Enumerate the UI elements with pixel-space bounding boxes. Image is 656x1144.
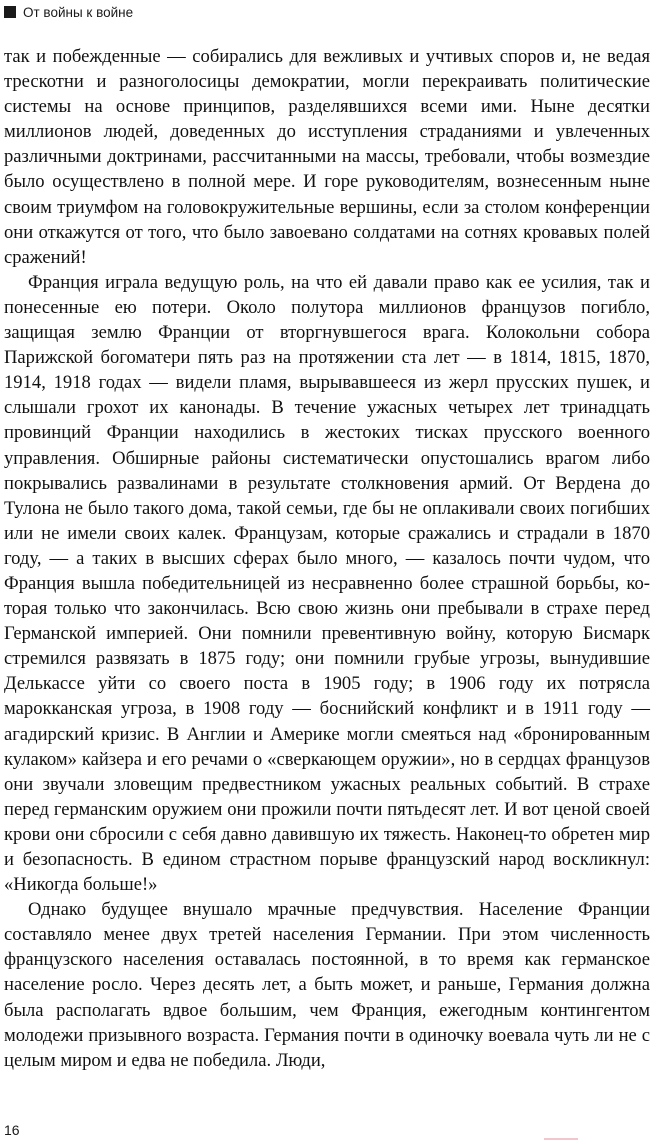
running-head-title: От войны к войне xyxy=(23,4,134,20)
paragraph-3: Однако будущее внушало мрачные предчувствия. Население Франции составляло менее двух третей населения Германии. При этом численность французского населения оставалась постоянной, в то время как германское население росло. Через десять лет, а быть может, и раньше, Германия должна была располагать вдвое большим, чем Франция, ежегодным контингентом молодежи призывного возраста. Германия почти в одиночку воевала чуть ли не с целым миром и едва не победила. Люди, xyxy=(4,899,650,1071)
paragraph-2: Франция играла ведущую роль, на что ей давали право как ее усилия, так и понесенные ею потери. Около полутора миллионов французов погибло, защищая землю Франции от вторгнувшегося врага. Колокольни собора Парижской богоматери пять раз на протяжении ста лет — в 1814, 1815, 1870, 1914, 1918 годах — видели пламя, вырывавшееся из жерл прусских пушек, и слышали грохот их канонады. В течение ужасных четырех лет тринадцать провинций Франции находились в жестоких тисках прусского военного управления. Обширные районы систематически опустошались врагом либо покрывались развалинами в результате столкновения армий. От Вердена до Тулона не было такого дома, такой семьи, где бы не оплакивали своих погибших или не имели своих калек. Французам, которые сражались и страдали в 1870 году, — а таких в высших сферах было много, — казалось почти чудом, что Франция вышла победительницей из несравненно более страшной борьбы, которая только что закончилась. Всю свою жизнь они пребывали в страхе перед Германской империей. Они помнили превентивную войну, которую Бисмарк стремился развязать в 1875 году; они помнили грубые угрозы, вынудившие Делькассе уйти со своего поста в 1905 году; в 1906 году их потрясла марокканская угроза, в 1908 году — боснийский конфликт и в 1911 году — агадирский кризис. В Англии и Америке могли смеяться над «бронированным кулаком» кайзера и его речами о «сверкающем оружии», но в сердцах французов они звучали зловещим предвестником ужасных реальных событий. В страхе перед германским оружием они прожили почти пятьдесят лет. И вот ценой своей крови они сбросили с себя давно давившую их тяжесть. Наконец-то обретен мир и безопасность. В едином страстном порыве французский народ воскликнул: «Никогда больше!» xyxy=(4,271,650,896)
running-head xyxy=(4,3,133,21)
black-square-icon xyxy=(4,6,16,18)
body-text xyxy=(4,44,650,1073)
paragraph-1: так и побежденные — собирались для вежливых и учтивых споров и, не ведая трескотни и разноголосицы демократии, могли перекраивать политические системы на основе принципов, разделявшихся всеми ими. Ныне десятки миллионов людей, доведенных до исступления страданиями и увлеченных различными доктринами, рассчитанными на массы, требовали, чтобы возмездие было осуществлено в полной мере. И горе руководителям, вознесенным ныне своим триумфом на головокружительные вершины, если за столом конференции они откажутся от того, что было завоевано солдатами на сотнях кровавых полей сражений! xyxy=(4,46,650,268)
page-number: 16 xyxy=(4,1122,20,1138)
scan-artifact-mark xyxy=(544,1138,578,1140)
